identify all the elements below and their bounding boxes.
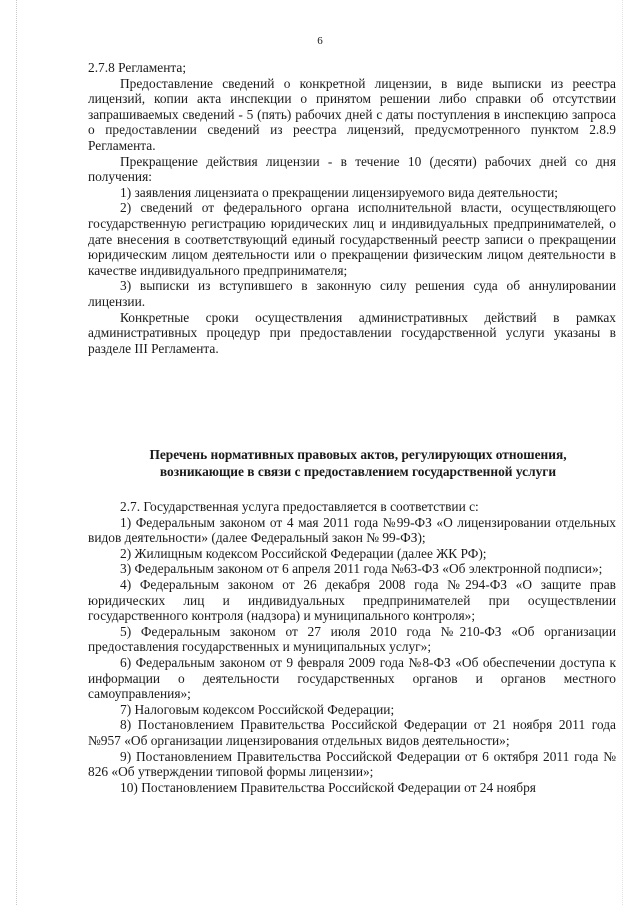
top-text-block bbox=[88, 60, 616, 356]
paragraph-specific-terms: Конкретные сроки осуществления административных действий в рамках административных процедур при предоставлении государственной услуги указаны в разделе III Регламента. bbox=[88, 309, 616, 356]
page-number: 6 bbox=[317, 35, 323, 47]
legal-act-item-1: 1) Федеральным законом от 4 мая 2011 года №99-ФЗ «О лицензировании отдельных видов деятельности» (далее Федеральный закон № 99-ФЗ); bbox=[88, 514, 616, 546]
scan-edge-right bbox=[622, 0, 624, 905]
section-heading-line-1: Перечень нормативных правовых актов, регулирующих отношения, bbox=[149, 447, 567, 462]
paragraph-legal-basis-intro: 2.7. Государственная услуга предоставляется в соответствии с: bbox=[120, 499, 479, 514]
legal-act-item-9: 9) Постановлением Правительства Российской Федерации от 6 октября 2011 года № 826 «Об утверждении типовой формы лицензии»; bbox=[88, 748, 616, 780]
paragraph-license-info-term: Предоставление сведений о конкретной лицензии, в виде выписки из реестра лицензий, копии акта инспекции о принятом решении либо справки об отсутствии запрашиваемых сведений - 5 (пять) рабочих дней с даты поступления в инспекцию запроса о предоставлении сведений из реестра лицензий, предусмотренного пунктом 2.8.9 Регламента. bbox=[88, 75, 616, 153]
legal-act-item-5: 5) Федеральным законом от 27 июля 2010 года №210-ФЗ «Об организации предоставления государственных и муниципальных услуг»; bbox=[88, 623, 616, 655]
section-heading-line-2: возникающие в связи с предоставлением государственной услуги bbox=[159, 464, 557, 479]
section-heading bbox=[100, 446, 616, 480]
legal-act-item-2: 2) Жилищным кодексом Российской Федерации (далее ЖК РФ); bbox=[120, 545, 487, 561]
list-item-termination-3: 3) выписки из вступившего в законную силу решения суда об аннулировании лицензии. bbox=[88, 278, 616, 309]
legal-act-item-3: 3) Федеральным законом от 6 апреля 2011 года №63-ФЗ «Об электронной подписи»; bbox=[120, 561, 603, 577]
legal-act-item-4: 4) Федеральным законом от 26 декабря 2008 года №294-ФЗ «О защите прав юридических лиц и индивидуальных предпринимателей при осуществлении государственного контроля (надзора) и муниципального контроля»; bbox=[88, 576, 616, 624]
legal-act-item-8: 8) Постановлением Правительства Российской Федерации от 21 ноября 2011 года №957 «Об организации лицензирования отдельных видов деятельности»; bbox=[88, 717, 616, 748]
paragraph-license-termination-term: Прекращение действия лицензии - в течение 10 (десяти) рабочих дней со дня получения: bbox=[88, 153, 616, 185]
legal-acts-list bbox=[88, 499, 616, 795]
scan-edge-left bbox=[16, 0, 18, 905]
legal-act-item-10: 10) Постановлением Правительства Российской Федерации от 24 ноября bbox=[120, 779, 536, 795]
list-item-termination-1: 1) заявления лицензиата о прекращении лицензируемого вида деятельности; bbox=[120, 184, 558, 200]
paragraph-regulation-ref: 2.7.8 Регламента; bbox=[88, 60, 187, 75]
legal-act-item-6: 6) Федеральным законом от 9 февраля 2009 года №8-ФЗ «Об обеспечении доступа к информации о деятельности государственных органов и органов местного самоуправления»; bbox=[88, 654, 616, 702]
list-item-termination-2: 2) сведений от федерального органа исполнительной власти, осуществляющего государственную регистрацию юридических лиц и индивидуальных предпринимателей, о дате внесения в соответствующий единый государственный реестр записи о прекращении юридическим лицом деятельности или о прекращении физическим лицом деятельности в качестве индивидуального предпринимателя; bbox=[88, 200, 616, 278]
legal-act-item-7: 7) Налоговым кодексом Российской Федерации; bbox=[120, 701, 395, 717]
